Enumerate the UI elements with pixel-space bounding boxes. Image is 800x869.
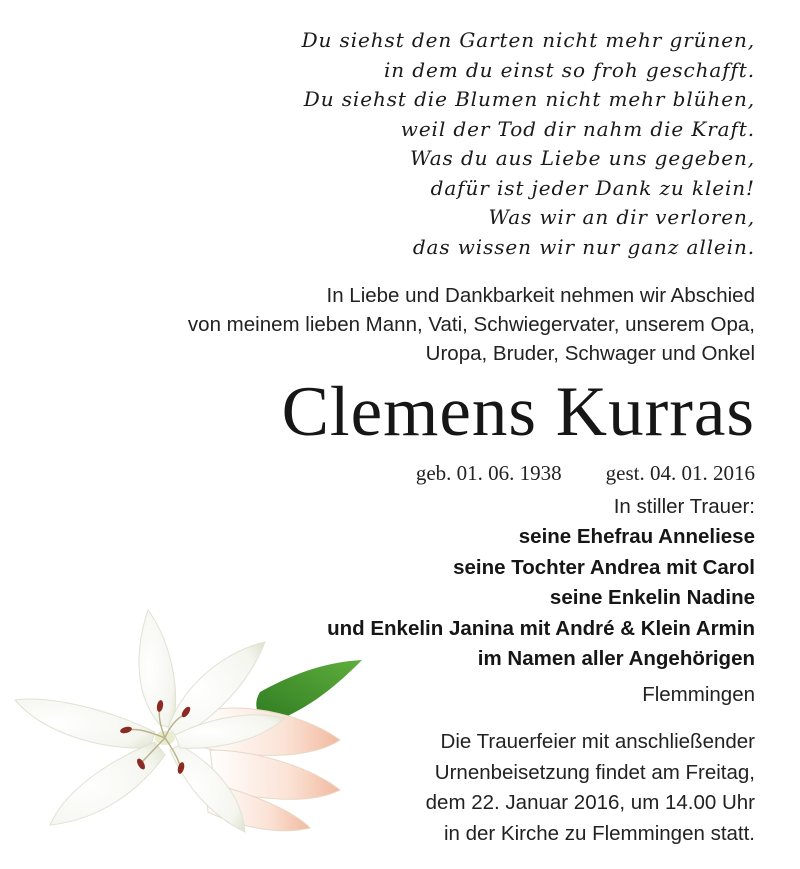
place-name: Flemmingen [642, 683, 755, 706]
poem-line: das wissen wir nur ganz allein. [412, 234, 755, 259]
service-line: dem 22. Januar 2016, um 14.00 Uhr [425, 791, 755, 814]
service-line: Die Trauerfeier mit anschließender [440, 730, 755, 753]
mourner-line: seine Enkelin Nadine [549, 586, 755, 609]
funeral-service-info [426, 727, 755, 849]
death-date: gest. 04. 01. 2016 [605, 461, 755, 485]
mourner-line: seine Tochter Andrea mit Carol [453, 555, 755, 579]
birth-date: geb. 01. 06. 1938 [415, 461, 562, 485]
poem-line: Du siehst die Blumen nicht mehr blühen, [303, 87, 755, 111]
poem-line: Du siehst den Garten nicht mehr grünen, [301, 28, 755, 52]
poem-line: in dem du einst so froh geschafft. [383, 57, 755, 82]
mourners-list [327, 522, 755, 675]
deceased-name: Clemens Kurras [281, 373, 755, 451]
mourner-line: und Enkelin Janina mit André & Klein Armin [327, 616, 755, 640]
farewell-intro [188, 281, 755, 368]
lily-flower-icon [10, 600, 370, 845]
mourner-line: seine Ehefrau Anneliese [518, 525, 755, 548]
service-line: Urnenbeisetzung findet am Freitag, [434, 760, 755, 784]
mourning-label: In stiller Trauer: [613, 495, 755, 518]
life-dates [416, 459, 755, 487]
mourner-line: im Namen aller Angehörigen [477, 647, 755, 670]
poem [302, 26, 755, 262]
service-line: in der Kirche zu Flemmingen statt. [443, 821, 755, 845]
intro-line: Uropa, Bruder, Schwager und Onkel [425, 342, 755, 365]
poem-line: dafür ist jeder Dank zu klein! [430, 175, 755, 200]
poem-line: Was du aus Liebe uns gegeben, [410, 146, 755, 170]
intro-line: von meinem lieben Mann, Vati, Schwiegervater, unserem Opa, [187, 313, 755, 336]
poem-line: Was wir an dir verloren, [488, 205, 755, 229]
intro-line: In Liebe und Dankbarkeit nehmen wir Abschied [326, 284, 755, 307]
poem-line: weil der Tod dir nahm die Kraft. [400, 116, 755, 141]
